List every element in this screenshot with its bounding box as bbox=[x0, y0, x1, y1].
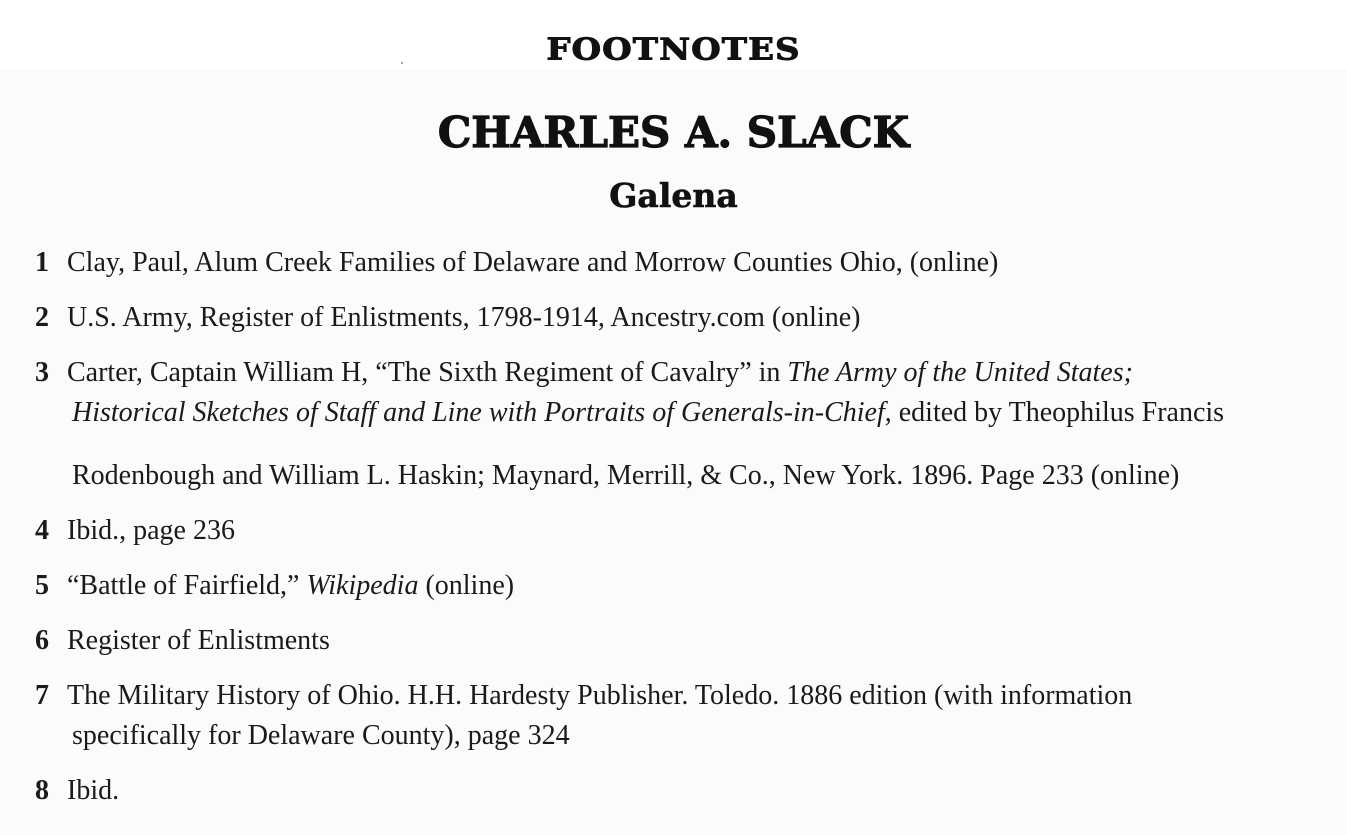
footnote-8 bbox=[35, 771, 119, 811]
footnote-6 bbox=[35, 621, 330, 661]
footnote-number: 7 bbox=[35, 680, 49, 711]
footnote-3 bbox=[35, 353, 1225, 491]
footnote-4 bbox=[35, 511, 235, 551]
footnote-number: 4 bbox=[35, 515, 49, 546]
place-subtitle: Galena bbox=[609, 176, 738, 215]
footnote-7 bbox=[35, 676, 1133, 751]
footnote-text: (online) bbox=[418, 570, 515, 601]
footnote-1 bbox=[35, 243, 998, 283]
footnote-text: Clay, Paul, Alum Creek Families of Delaware and Morrow Counties Ohio, (online) bbox=[67, 247, 999, 278]
footnote-number: 8 bbox=[35, 775, 49, 806]
footnote-continuation bbox=[72, 393, 1224, 433]
footnote-continuation bbox=[72, 716, 570, 756]
footnote-text: The Military History of Ohio. H.H. Hardesty Publisher. Toledo. 1886 edition (with information bbox=[67, 680, 1133, 711]
footnote-text: Ibid. bbox=[67, 775, 120, 806]
footnote-number: 3 bbox=[35, 357, 49, 388]
footnote-text: specifically for Delaware County), page 324 bbox=[72, 720, 570, 751]
footnote-italic-title: The Army of the United States; bbox=[787, 357, 1133, 388]
section-title: FOOTNOTES bbox=[546, 32, 801, 68]
footnote-continuation bbox=[72, 456, 1179, 496]
footnote-text: Carter, Captain William H, “The Sixth Regiment of Cavalry” in bbox=[67, 357, 788, 388]
person-name-title: CHARLES A. SLACK bbox=[437, 108, 910, 157]
footnote-2 bbox=[35, 298, 861, 338]
footnote-text: “Battle of Fairfield,” bbox=[67, 570, 307, 601]
footnote-number: 6 bbox=[35, 625, 49, 656]
footnote-number: 1 bbox=[35, 247, 49, 278]
footnote-number: 2 bbox=[35, 302, 49, 333]
footnote-number: 5 bbox=[35, 570, 49, 601]
footnote-italic-title: Historical Sketches of Staff and Line with Portraits of Generals-in-Chief bbox=[72, 397, 885, 428]
footnote-5 bbox=[35, 566, 514, 606]
footnote-text: Ibid., page 236 bbox=[67, 515, 235, 546]
footnote-italic-title: Wikipedia bbox=[306, 570, 419, 601]
footnote-text: Register of Enlistments bbox=[67, 625, 330, 656]
footnote-text: U.S. Army, Register of Enlistments, 1798-1914, Ancestry.com (online) bbox=[67, 302, 861, 333]
footnote-text: Rodenbough and William L. Haskin; Maynard, Merrill, & Co., New York. 1896. Page 233 (online) bbox=[72, 460, 1180, 491]
footnote-text: , edited by Theophilus Francis bbox=[884, 397, 1225, 428]
